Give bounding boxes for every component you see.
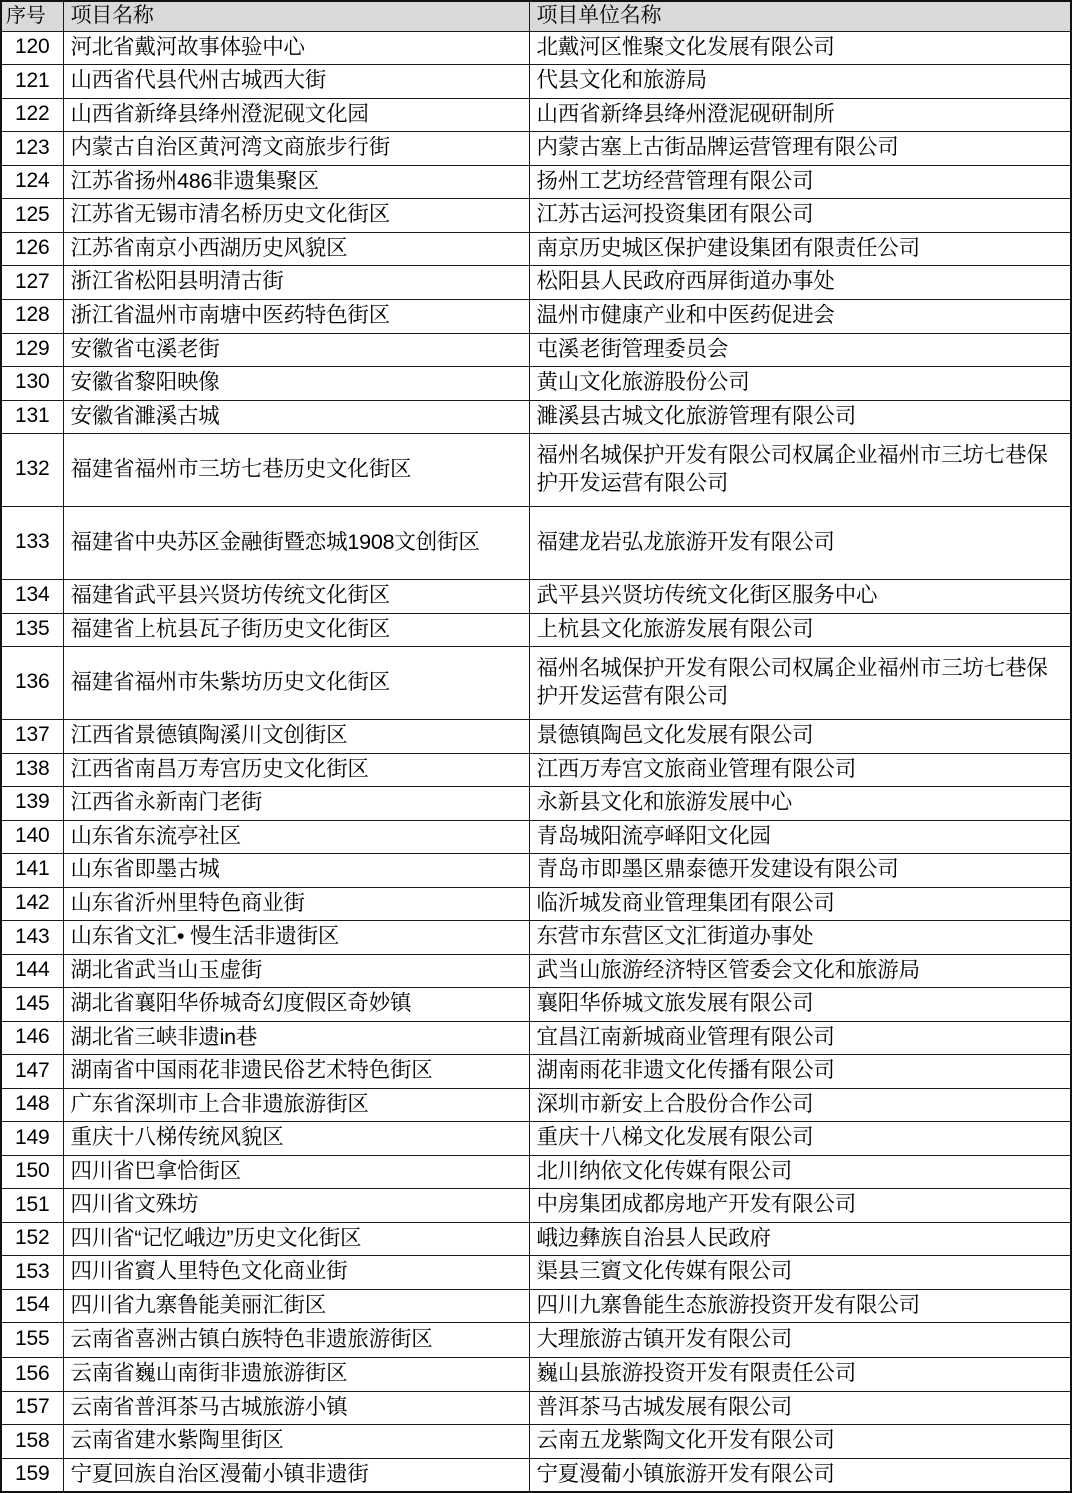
table-row [1,580,1071,614]
cell-project-unit: 大理旅游古镇开发有限公司 [529,1323,1071,1358]
cell-project-unit: 云南五龙紫陶文化开发有限公司 [529,1425,1071,1459]
cell-sequence-number: 138 [1,753,63,787]
table-row [1,507,1071,580]
table-row [1,199,1071,233]
cell-sequence-number: 133 [1,507,63,580]
cell-project-name: 云南省喜洲古镇白族特色非遗旅游街区 [63,1323,529,1358]
cell-sequence-number: 131 [1,400,63,434]
table-row [1,1189,1071,1223]
table-row [1,400,1071,434]
cell-sequence-number: 149 [1,1122,63,1156]
cell-project-name: 内蒙古自治区黄河湾文商旅步行街 [63,132,529,166]
cell-project-unit: 黄山文化旅游股份公司 [529,367,1071,401]
cell-sequence-number: 137 [1,720,63,754]
table-row [1,266,1071,300]
table-row [1,132,1071,166]
cell-project-unit: 江苏古运河投资集团有限公司 [529,199,1071,233]
cell-sequence-number: 127 [1,266,63,300]
cell-project-name: 江苏省扬州486非遗集聚区 [63,165,529,199]
cell-sequence-number: 128 [1,300,63,334]
cell-project-name: 四川省九寨鲁能美丽汇街区 [63,1289,529,1323]
cell-sequence-number: 134 [1,580,63,614]
cell-sequence-number: 130 [1,367,63,401]
table-row [1,1222,1071,1256]
cell-project-name: 江苏省南京小西湖历史风貌区 [63,232,529,266]
cell-project-name: 江西省景德镇陶溪川文创街区 [63,720,529,754]
cell-project-unit: 温州市健康产业和中医药促进会 [529,300,1071,334]
cell-project-unit: 南京历史城区保护建设集团有限责任公司 [529,232,1071,266]
cell-project-unit: 上杭县文化旅游发展有限公司 [529,613,1071,647]
table-row [1,300,1071,334]
cell-sequence-number: 125 [1,199,63,233]
cell-sequence-number: 141 [1,854,63,888]
cell-sequence-number: 145 [1,988,63,1022]
cell-sequence-number: 152 [1,1222,63,1256]
cell-project-name: 江西省永新南门老街 [63,787,529,821]
cell-project-name: 云南省建水紫陶里街区 [63,1425,529,1459]
cell-sequence-number: 135 [1,613,63,647]
table-row [1,820,1071,854]
table-header-row [1,1,1071,31]
cell-sequence-number: 153 [1,1256,63,1290]
cell-sequence-number: 148 [1,1088,63,1122]
cell-project-unit: 武平县兴贤坊传统文化街区服务中心 [529,580,1071,614]
cell-project-name: 山东省文汇• 慢生活非遗街区 [63,921,529,955]
cell-project-name: 福建省福州市朱紫坊历史文化街区 [63,647,529,720]
cell-project-unit: 巍山县旅游投资开发有限责任公司 [529,1358,1071,1392]
cell-sequence-number: 122 [1,98,63,132]
cell-sequence-number: 123 [1,132,63,166]
cell-sequence-number: 147 [1,1055,63,1089]
table-row [1,165,1071,199]
cell-project-name: 浙江省温州市南塘中医药特色街区 [63,300,529,334]
cell-project-unit: 临沂城发商业管理集团有限公司 [529,887,1071,921]
table-row [1,787,1071,821]
cell-project-name: 四川省文殊坊 [63,1189,529,1223]
cell-sequence-number: 151 [1,1189,63,1223]
cell-project-unit: 宁夏漫葡小镇旅游开发有限公司 [529,1458,1071,1492]
column-header-project-unit: 项目单位名称 [529,1,1071,31]
table-row [1,887,1071,921]
cell-project-unit: 福州名城保护开发有限公司权属企业福州市三坊七巷保护开发运营有限公司 [529,647,1071,720]
table-row [1,1358,1071,1392]
table-row [1,1425,1071,1459]
cell-project-name: 江苏省无锡市清名桥历史文化街区 [63,199,529,233]
cell-project-unit: 湖南雨花非遗文化传播有限公司 [529,1055,1071,1089]
cell-sequence-number: 146 [1,1021,63,1055]
table-row [1,1323,1071,1358]
cell-sequence-number: 143 [1,921,63,955]
cell-sequence-number: 121 [1,65,63,99]
cell-project-name: 安徽省濉溪古城 [63,400,529,434]
cell-sequence-number: 158 [1,1425,63,1459]
cell-project-name: 四川省“记忆峨边”历史文化街区 [63,1222,529,1256]
table-header [1,1,1071,31]
cell-project-unit: 普洱茶马古城发展有限公司 [529,1391,1071,1425]
table-row [1,921,1071,955]
cell-project-unit: 福建龙岩弘龙旅游开发有限公司 [529,507,1071,580]
cell-sequence-number: 155 [1,1323,63,1358]
cell-project-unit: 东营市东营区文汇街道办事处 [529,921,1071,955]
cell-project-unit: 屯溪老街管理委员会 [529,333,1071,367]
cell-project-name: 湖北省武当山玉虚街 [63,954,529,988]
cell-project-name: 安徽省屯溪老街 [63,333,529,367]
cell-sequence-number: 129 [1,333,63,367]
cell-project-name: 山东省即墨古城 [63,854,529,888]
cell-project-name: 山东省沂州里特色商业街 [63,887,529,921]
table-row [1,753,1071,787]
cell-project-name: 山西省新绛县绛州澄泥砚文化园 [63,98,529,132]
cell-sequence-number: 157 [1,1391,63,1425]
cell-project-name: 山东省东流亭社区 [63,820,529,854]
cell-project-unit: 四川九寨鲁能生态旅游投资开发有限公司 [529,1289,1071,1323]
cell-project-name: 山西省代县代州古城西大街 [63,65,529,99]
cell-project-name: 重庆十八梯传统风貌区 [63,1122,529,1156]
column-header-seq: 序号 [1,1,63,31]
cell-project-unit: 峨边彝族自治县人民政府 [529,1222,1071,1256]
column-header-project-name: 项目名称 [63,1,529,31]
table-row [1,1088,1071,1122]
cell-project-unit: 扬州工艺坊经营管理有限公司 [529,165,1071,199]
cell-project-name: 福建省福州市三坊七巷历史文化街区 [63,434,529,507]
cell-project-name: 浙江省松阳县明清古街 [63,266,529,300]
cell-project-name: 福建省武平县兴贤坊传统文化街区 [63,580,529,614]
cell-project-name: 安徽省黎阳映像 [63,367,529,401]
cell-project-name: 湖南省中国雨花非遗民俗艺术特色街区 [63,1055,529,1089]
cell-project-name: 云南省普洱茶马古城旅游小镇 [63,1391,529,1425]
cell-sequence-number: 159 [1,1458,63,1492]
cell-project-unit: 代县文化和旅游局 [529,65,1071,99]
table-row [1,613,1071,647]
cell-project-unit: 内蒙古塞上古街品牌运营管理有限公司 [529,132,1071,166]
cell-project-name: 河北省戴河故事体验中心 [63,31,529,65]
table-row [1,1055,1071,1089]
cell-sequence-number: 124 [1,165,63,199]
cell-project-name: 福建省中央苏区金融街暨恋城1908文创街区 [63,507,529,580]
cell-sequence-number: 136 [1,647,63,720]
cell-sequence-number: 156 [1,1358,63,1392]
table-row [1,988,1071,1022]
cell-project-unit: 中房集团成都房地产开发有限公司 [529,1189,1071,1223]
table-body [1,31,1071,1492]
cell-project-name: 江西省南昌万寿宫历史文化街区 [63,753,529,787]
cell-project-unit: 深圳市新安上合股份合作公司 [529,1088,1071,1122]
cell-project-name: 宁夏回族自治区漫葡小镇非遗街 [63,1458,529,1492]
table-row [1,1021,1071,1055]
table-row [1,31,1071,65]
table-row [1,65,1071,99]
cell-project-unit: 濉溪县古城文化旅游管理有限公司 [529,400,1071,434]
table-row [1,1458,1071,1492]
table-row [1,333,1071,367]
cell-sequence-number: 154 [1,1289,63,1323]
cell-project-unit: 江西万寿宫文旅商业管理有限公司 [529,753,1071,787]
cell-project-name: 湖北省襄阳华侨城奇幻度假区奇妙镇 [63,988,529,1022]
cell-sequence-number: 126 [1,232,63,266]
cell-sequence-number: 150 [1,1155,63,1189]
cell-project-unit: 襄阳华侨城文旅发展有限公司 [529,988,1071,1022]
table-row [1,1256,1071,1290]
cell-sequence-number: 139 [1,787,63,821]
cell-project-unit: 福州名城保护开发有限公司权属企业福州市三坊七巷保护开发运营有限公司 [529,434,1071,507]
cell-project-unit: 山西省新绛县绛州澄泥砚研制所 [529,98,1071,132]
cell-sequence-number: 144 [1,954,63,988]
cell-project-unit: 重庆十八梯文化发展有限公司 [529,1122,1071,1156]
cell-project-unit: 永新县文化和旅游发展中心 [529,787,1071,821]
cell-project-name: 四川省巴拿恰街区 [63,1155,529,1189]
table-row [1,367,1071,401]
table-row [1,854,1071,888]
cell-project-unit: 松阳县人民政府西屏街道办事处 [529,266,1071,300]
cell-project-unit: 宜昌江南新城商业管理有限公司 [529,1021,1071,1055]
cell-project-unit: 渠县三賨文化传媒有限公司 [529,1256,1071,1290]
table-row [1,1391,1071,1425]
table-row [1,720,1071,754]
cell-project-unit: 北川纳依文化传媒有限公司 [529,1155,1071,1189]
table-row [1,1122,1071,1156]
cell-project-unit: 青岛市即墨区鼎泰德开发建设有限公司 [529,854,1071,888]
cell-project-unit: 青岛城阳流亭峄阳文化园 [529,820,1071,854]
cell-project-name: 福建省上杭县瓦子街历史文化街区 [63,613,529,647]
cell-project-name: 湖北省三峡非遗in巷 [63,1021,529,1055]
table-row [1,232,1071,266]
table-row [1,98,1071,132]
cell-sequence-number: 132 [1,434,63,507]
cell-sequence-number: 120 [1,31,63,65]
table-row [1,1155,1071,1189]
cell-project-name: 广东省深圳市上合非遗旅游街区 [63,1088,529,1122]
cell-sequence-number: 140 [1,820,63,854]
table-row [1,954,1071,988]
cell-project-name: 四川省賨人里特色文化商业街 [63,1256,529,1290]
table-row [1,647,1071,720]
cell-sequence-number: 142 [1,887,63,921]
cell-project-unit: 景德镇陶邑文化发展有限公司 [529,720,1071,754]
table-row [1,434,1071,507]
cell-project-unit: 北戴河区惟聚文化发展有限公司 [529,31,1071,65]
cell-project-unit: 武当山旅游经济特区管委会文化和旅游局 [529,954,1071,988]
table-row [1,1289,1071,1323]
cell-project-name: 云南省巍山南街非遗旅游街区 [63,1358,529,1392]
